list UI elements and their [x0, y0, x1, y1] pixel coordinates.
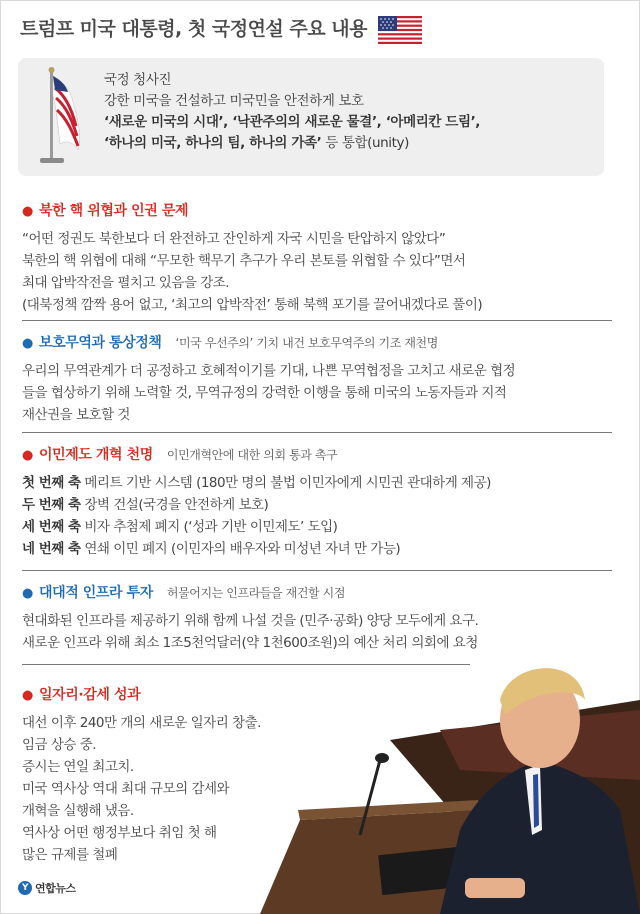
pillar-label: 두 번째 축: [22, 497, 81, 513]
pillar-text: 비자 추첨제 폐지 (‘성과 기반 이민제도’ 도입): [80, 519, 338, 535]
section-line: 많은 규제를 철폐: [22, 847, 118, 863]
bullet-icon: ●: [22, 448, 33, 463]
vision-box: [18, 58, 604, 176]
vision-line-3-rest: 등 통합(unity): [321, 135, 409, 151]
section-line: 북한의 핵 위협에 대해 “무모한 핵무기 추구가 우리 본토를 위협할 수 있다”면서: [22, 253, 466, 269]
section-line: 최대 압박작전을 펼치고 있음을 강조.: [22, 275, 230, 291]
logo-text: 연합뉴스: [35, 882, 76, 895]
section-line: 미국 역사상 역대 최대 규모의 감세와: [22, 781, 230, 797]
pillar-text: 메리트 기반 시스템 (180만 명의 불법 이민자에게 시민권 관대하게 제공): [80, 475, 491, 491]
speaker-photo: [240, 660, 640, 914]
bullet-icon: ●: [22, 204, 33, 219]
section-title: 이민제도 개혁 천명: [38, 447, 153, 463]
page-title: 트럼프 미국 대통령, 첫 국정연설 주요 내용: [20, 18, 367, 40]
divider: [22, 320, 612, 321]
pillar-item: [22, 494, 491, 516]
section-line: 개혁을 실행해 냈음.: [22, 803, 134, 819]
section-line: 증시는 연일 최고치.: [22, 759, 134, 775]
section-subtitle: ‘미국 우선주의’ 기치 내건 보호무역주의 기조 재천명: [175, 336, 438, 350]
section-line: 현대화된 인프라를 제공하기 위해 함께 나설 것을 (민주·공화) 양당 모두에게 요구.: [22, 613, 479, 629]
section-title: 대대적 인프라 투자: [38, 585, 153, 601]
vision-line-2: ‘새로운 미국의 시대’, ‘낙관주의의 새로운 물결’, ‘아메리칸 드림’,: [104, 114, 481, 130]
bullet-icon: ●: [22, 688, 33, 703]
section-line: 역사상 어떤 행정부보다 취임 첫 해: [22, 825, 217, 841]
section-line: 임금 상승 중.: [22, 737, 97, 753]
logo-mark-icon: Y: [18, 881, 32, 895]
bullet-icon: ●: [22, 586, 33, 601]
pillar-item: [22, 538, 491, 560]
section-trade: [22, 332, 515, 426]
section-line: (대북정책 깜짝 용어 없고, ‘최고의 압박작전’ 통해 북핵 포기를 끌어내겠다로 풀이): [22, 297, 483, 313]
section-subtitle: 이민개혁안에 대한 의회 통과 촉구: [166, 448, 338, 462]
section-line: “어떤 정권도 북한보다 더 완전하고 잔인하게 자국 시민을 탄압하지 않았다”: [22, 231, 446, 247]
section-infrastructure: [22, 582, 478, 654]
section-immigration: [22, 444, 491, 560]
pillar-label: 네 번째 축: [22, 541, 81, 557]
pillar-text: 연쇄 이민 폐지 (이민자의 배우자와 미성년 자녀 만 가능): [80, 541, 401, 557]
section-line: 새로운 인프라 위해 최소 1조5천억달러(약 1천600조원)의 예산 처리 의회에 요청: [22, 635, 478, 651]
pillar-text: 장벽 건설(국경을 안전하게 보호): [80, 497, 269, 513]
section-line: 재산권을 보호할 것: [22, 407, 130, 423]
section-line: 대선 이후 240만 개의 새로운 일자리 창출.: [22, 715, 261, 731]
section-subtitle: 허물어지는 인프라들을 재건할 시점: [166, 586, 346, 600]
section-title: 보호무역과 통상정책: [38, 335, 162, 351]
yonhap-logo: [18, 880, 76, 896]
pillar-item: [22, 472, 491, 494]
flagpole-flag-icon: [38, 66, 98, 166]
bullet-icon: ●: [22, 336, 33, 351]
pillar-label: 세 번째 축: [22, 519, 81, 535]
divider: [22, 432, 612, 433]
pillar-label: 첫 번째 축: [22, 475, 81, 491]
section-north-korea: [22, 200, 482, 316]
section-line: 들을 협상하기 위해 노력할 것, 무역규정의 강력한 이행을 통해 미국의 노동자들과 지적: [22, 385, 507, 401]
divider: [22, 570, 612, 571]
section-line: 우리의 무역관계가 더 공정하고 호혜적이기를 기대, 나쁜 무역협정을 고치고 새로운 협정: [22, 363, 516, 379]
vision-label: 국정 청사진: [104, 72, 172, 88]
vision-line-3-bold: ‘하나의 미국, 하나의 팀, 하나의 가족’: [104, 135, 322, 151]
section-title: 북한 핵 위협과 인권 문제: [38, 203, 189, 219]
vision-line-3: [104, 133, 480, 154]
section-jobs-tax: [22, 684, 261, 866]
section-title: 일자리·감세 성과: [38, 687, 141, 703]
vision-line-1: 강한 미국을 건설하고 미국민을 안전하게 보호: [104, 93, 364, 109]
us-flag-icon: [378, 16, 422, 44]
pillar-item: [22, 516, 491, 538]
